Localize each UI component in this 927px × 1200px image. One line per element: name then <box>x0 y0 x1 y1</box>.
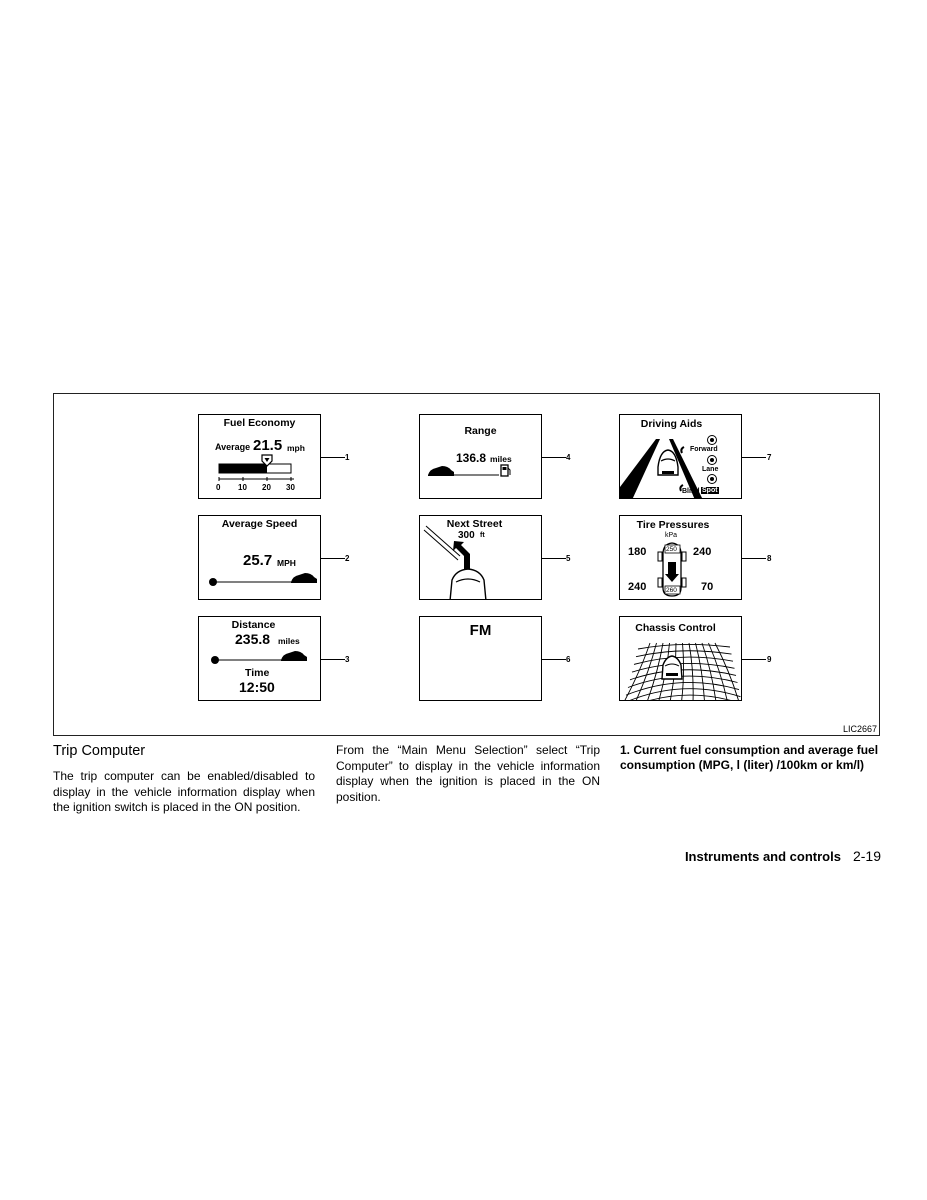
panel-next-street <box>419 515 542 600</box>
callout-line <box>321 659 345 660</box>
tire-pressure-graphic <box>620 516 742 600</box>
car-rear-icon <box>450 569 486 600</box>
figure <box>53 393 880 736</box>
callout-number: 9 <box>767 655 772 664</box>
scale-label: 30 <box>286 483 295 492</box>
blind-label: Blind <box>682 488 700 495</box>
distance-value: 235.8 <box>235 631 271 647</box>
panel-driving-aids <box>619 414 742 499</box>
tire-front-right: 240 <box>693 546 712 558</box>
column-1-text: The trip computer can be enabled/disabled to display in the vehicle information display when the ignition switch is placed in the ON position. <box>53 769 315 815</box>
callout-number: 7 <box>767 453 772 462</box>
callout-line <box>542 457 566 458</box>
chassis-grid-graphic <box>620 617 742 701</box>
time-label: Time <box>245 667 270 679</box>
average-speed-unit: MPH <box>277 558 296 568</box>
range-value: 136.8 <box>456 451 487 465</box>
panel-title: Average Speed <box>221 518 298 530</box>
callout-number: 8 <box>767 554 772 563</box>
car-icon <box>291 573 317 583</box>
tire-rear-right: 70 <box>701 581 714 593</box>
column-3-heading: 1. Current fuel consumption and average fuel consumption (MPG, l (liter) /100km or km/l) <box>620 743 879 772</box>
callout-number: 6 <box>566 655 571 664</box>
scale-label: 20 <box>262 483 271 492</box>
callout-line <box>742 659 766 660</box>
callout-line <box>321 457 345 458</box>
driving-aids-graphic <box>620 415 742 499</box>
panel-fuel-economy <box>198 414 321 499</box>
turn-arrow-icon <box>453 541 470 571</box>
callout-number: 2 <box>345 554 350 563</box>
scale-label: 0 <box>216 483 221 492</box>
car-icon <box>428 466 454 476</box>
page-number: 2-19 <box>852 848 881 864</box>
callout-number: 5 <box>566 554 571 563</box>
callout-number: 4 <box>566 453 571 462</box>
average-label: Average <box>215 442 251 452</box>
callout-line <box>542 659 566 660</box>
footer-section: Instruments and controls <box>684 849 841 864</box>
fuel-economy-unit: mph <box>287 443 305 453</box>
callout-line <box>742 457 766 458</box>
time-value: 12:50 <box>239 679 275 695</box>
forward-label: Forward <box>690 446 718 453</box>
next-street-graphic <box>420 516 542 600</box>
tire-rear-left: 240 <box>628 581 647 593</box>
average-speed-value: 25.7 <box>243 552 273 569</box>
callout-line <box>542 558 566 559</box>
range-graphic <box>420 415 542 499</box>
figure-label: LIC2667 <box>842 724 877 734</box>
fuel-economy-value: 21.5 <box>253 437 283 454</box>
average-speed-graphic <box>199 516 321 600</box>
panel-distance <box>198 616 321 701</box>
spot-label: Spot <box>702 487 718 494</box>
panel-title: Chassis Control <box>635 622 716 634</box>
panel-title: Fuel Economy <box>223 417 296 429</box>
car-rear-icon <box>658 450 678 475</box>
tire-center-top: 250 <box>666 546 677 553</box>
callout-number: 3 <box>345 655 350 664</box>
page-footer <box>685 848 881 864</box>
callout-line <box>321 558 345 559</box>
lane-label: Lane <box>702 466 719 473</box>
panel-average-speed <box>198 515 321 600</box>
callout-line <box>742 558 766 559</box>
next-street-distance: 300 <box>458 530 475 541</box>
tire-pressure-unit: kPa <box>665 532 678 539</box>
panel-title: FM <box>469 622 492 639</box>
column-2-text: From the “Main Menu Selection” select “Trip Computer” to display in the vehicle information display when the ignition is placed in the ON position. <box>336 743 600 804</box>
panel-chassis-control <box>619 616 742 701</box>
distance-unit: miles <box>278 636 300 646</box>
panel-tire-pressures <box>619 515 742 600</box>
scale-label: 10 <box>238 483 247 492</box>
tire-center-bottom: 260 <box>666 587 677 594</box>
panel-title: Driving Aids <box>640 418 703 430</box>
panel-title: Distance <box>231 619 276 631</box>
panel-title: Next Street <box>446 518 503 530</box>
panel-title: Range <box>464 425 497 437</box>
fuel-pump-icon <box>501 465 510 476</box>
panel-fm <box>419 616 542 701</box>
tire-front-left: 180 <box>628 546 647 558</box>
car-icon <box>281 651 307 661</box>
section-title: Trip Computer <box>53 743 146 759</box>
panel-range <box>419 414 542 499</box>
panel-title: Tire Pressures <box>636 519 710 531</box>
range-unit: miles <box>490 454 512 464</box>
next-street-unit: ft <box>480 532 485 539</box>
callout-number: 1 <box>345 453 350 462</box>
